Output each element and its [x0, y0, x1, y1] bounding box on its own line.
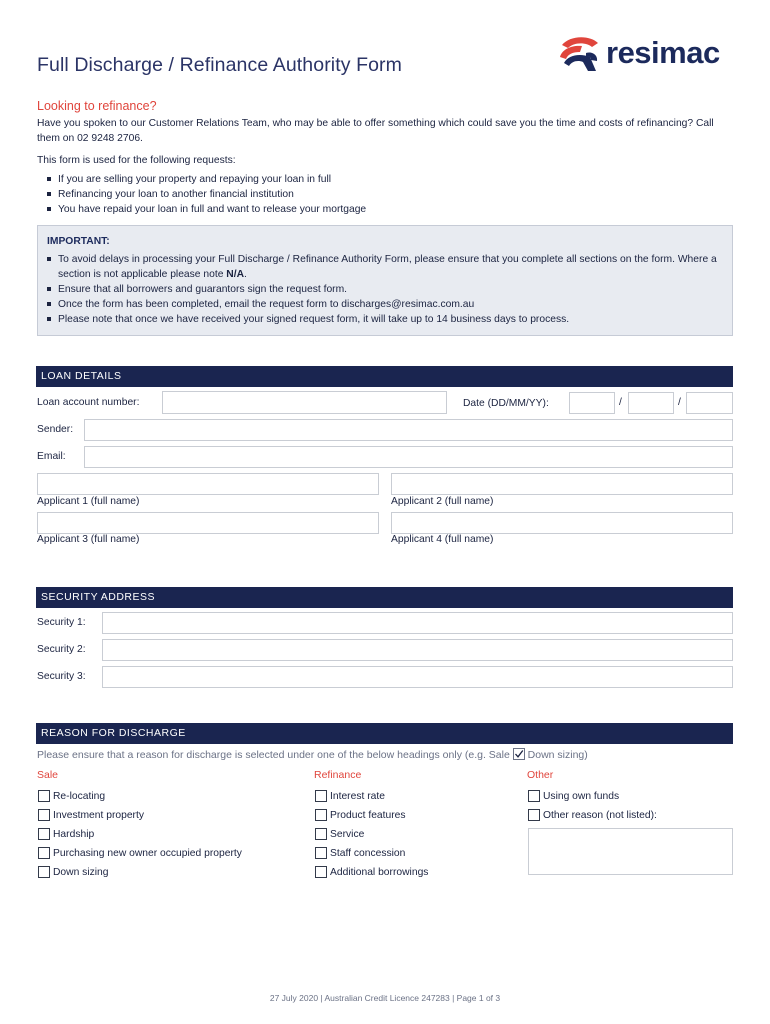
reason-purchasing-new-property[interactable]: Purchasing new owner occupied property: [38, 847, 242, 859]
security-address-header: SECURITY ADDRESS: [36, 587, 733, 608]
checkbox[interactable]: [315, 809, 327, 821]
list-item: If you are selling your property and repaying your loan in full: [47, 172, 366, 187]
security-1-input[interactable]: [102, 612, 733, 634]
applicant-1-input[interactable]: [37, 473, 379, 495]
security-3-input[interactable]: [102, 666, 733, 688]
resimac-logo-mark-icon: [556, 33, 606, 77]
checkbox[interactable]: [38, 809, 50, 821]
intro-paragraph: Have you spoken to our Customer Relations Team, who may be able to offer something which could save you the time and costs of refinancing? Call them on 02 9248 2706.: [37, 118, 714, 144]
reason-hardship[interactable]: Hardship: [38, 828, 94, 840]
sender-label: Sender:: [37, 424, 74, 435]
loan-details-header: LOAN DETAILS: [36, 366, 733, 387]
applicant-2-input[interactable]: [391, 473, 733, 495]
list-item: To avoid delays in processing your Full Discharge / Refinance Authority Form, please ensure that you complete all sections on the form. Where a section is not applicable please note N/A.: [47, 252, 727, 282]
other-heading: Other: [527, 769, 554, 781]
applicant-2-label: Applicant 2 (full name): [391, 496, 494, 507]
checkbox[interactable]: [528, 809, 540, 821]
other-reason-textarea[interactable]: [528, 828, 733, 875]
security-3-label: Security 3:: [37, 671, 86, 682]
checkbox[interactable]: [38, 828, 50, 840]
logo-text: resimac: [606, 35, 720, 70]
sale-heading: Sale: [37, 769, 59, 781]
checkbox[interactable]: [315, 828, 327, 840]
date-day-input[interactable]: [569, 392, 615, 414]
checkbox[interactable]: [315, 790, 327, 802]
date-separator: /: [678, 397, 681, 408]
date-year-input[interactable]: [686, 392, 733, 414]
requests-heading: This form is used for the following requests:: [37, 155, 236, 166]
applicant-4-label: Applicant 4 (full name): [391, 534, 494, 545]
reason-interest-rate[interactable]: Interest rate: [315, 790, 385, 802]
list-item: Please note that once we have received your signed request form, it will take up to 14 business days to process.: [47, 312, 727, 327]
list-item: Refinancing your loan to another financial institution: [47, 187, 366, 202]
reason-other[interactable]: Other reason (not listed):: [528, 809, 657, 821]
refinance-subtitle: Looking to refinance?: [37, 99, 157, 113]
reason-down-sizing[interactable]: Down sizing: [38, 866, 109, 878]
requests-list: [47, 172, 366, 217]
loan-account-input[interactable]: [162, 391, 447, 414]
security-1-label: Security 1:: [37, 617, 86, 628]
date-separator: /: [619, 397, 622, 408]
reason-service[interactable]: Service: [315, 828, 364, 840]
checkbox[interactable]: [528, 790, 540, 802]
important-title: IMPORTANT:: [47, 236, 110, 247]
applicant-1-label: Applicant 1 (full name): [37, 496, 140, 507]
reason-staff-concession[interactable]: Staff concession: [315, 847, 405, 859]
sender-input[interactable]: [84, 419, 733, 441]
important-list: [47, 252, 727, 327]
resimac-logo: [556, 33, 738, 77]
list-item: Once the form has been completed, email the request form to discharges@resimac.com.au: [47, 297, 727, 312]
checkbox[interactable]: [38, 847, 50, 859]
security-2-label: Security 2:: [37, 644, 86, 655]
applicant-3-input[interactable]: [37, 512, 379, 534]
reason-additional-borrowings[interactable]: Additional borrowings: [315, 866, 428, 878]
checkbox[interactable]: [38, 866, 50, 878]
security-2-input[interactable]: [102, 639, 733, 661]
applicant-3-label: Applicant 3 (full name): [37, 534, 140, 545]
reason-investment-property[interactable]: Investment property: [38, 809, 144, 821]
page-footer: 27 July 2020 | Australian Credit Licence 247283 | Page 1 of 3: [269, 993, 501, 1003]
email-label: Email:: [37, 451, 66, 462]
reason-relocating[interactable]: Re-locating: [38, 790, 105, 802]
loan-account-label: Loan account number:: [37, 397, 140, 408]
reason-using-own-funds[interactable]: Using own funds: [528, 790, 619, 802]
date-month-input[interactable]: [628, 392, 674, 414]
applicant-4-input[interactable]: [391, 512, 733, 534]
reason-for-discharge-header: REASON FOR DISCHARGE: [36, 723, 733, 744]
checkbox[interactable]: [38, 790, 50, 802]
page-title: Full Discharge / Refinance Authority Form: [37, 54, 402, 76]
date-label: Date (DD/MM/YY):: [463, 398, 549, 409]
email-input[interactable]: [84, 446, 733, 468]
list-item: Ensure that all borrowers and guarantors sign the request form.: [47, 282, 727, 297]
reason-product-features[interactable]: Product features: [315, 809, 406, 821]
reason-note: Please ensure that a reason for discharge is selected under one of the below headings only (e.g. Sale Down sizing): [37, 749, 588, 761]
checked-box-icon: [513, 748, 525, 760]
refinance-heading: Refinance: [314, 769, 362, 781]
checkbox[interactable]: [315, 866, 327, 878]
checkbox[interactable]: [315, 847, 327, 859]
list-item: You have repaid your loan in full and want to release your mortgage: [47, 202, 366, 217]
